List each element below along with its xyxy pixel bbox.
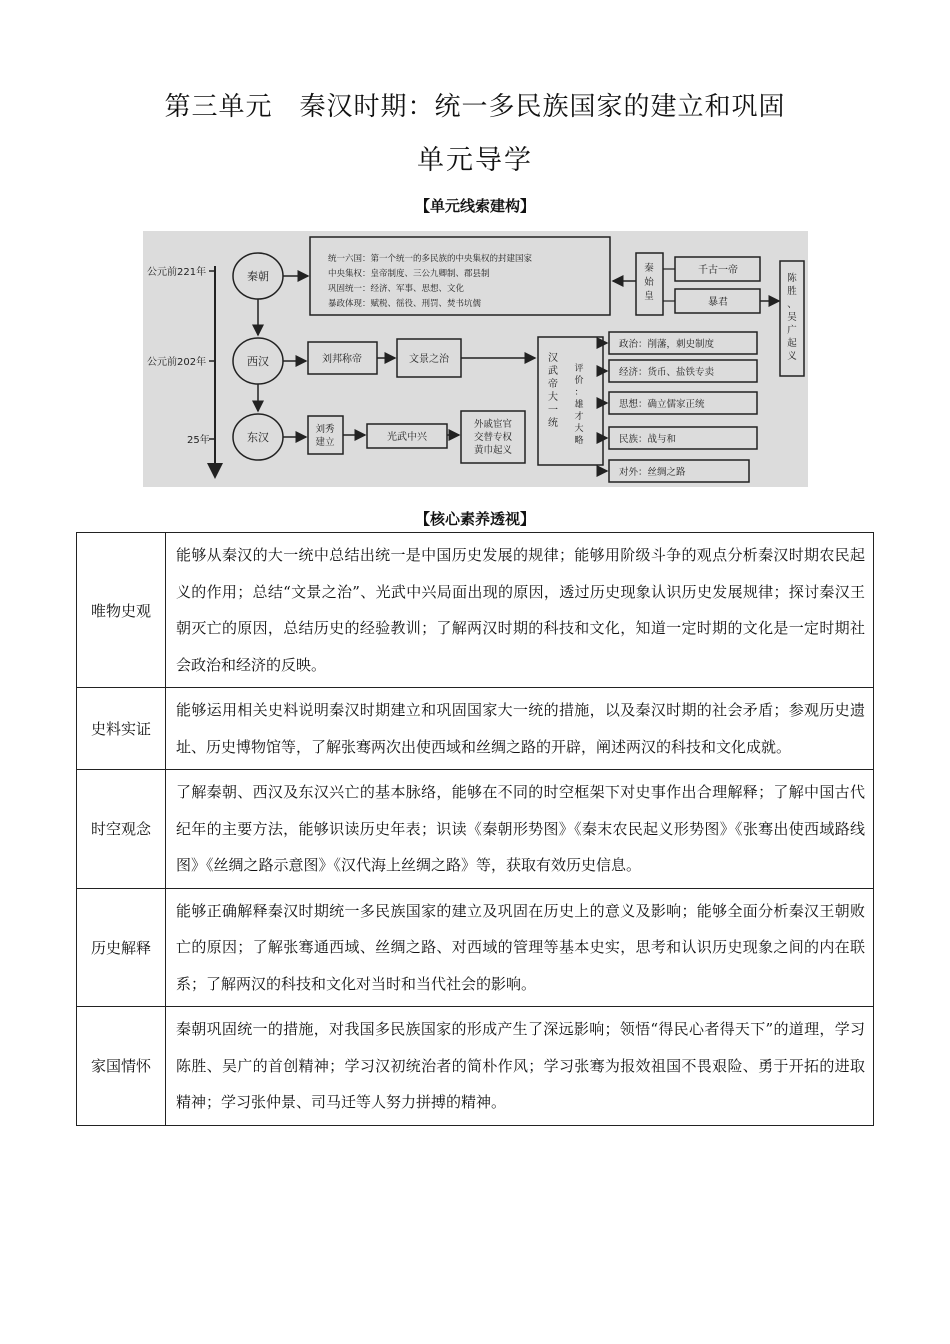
donghan-box-1 (308, 416, 343, 454)
wudi-items (603, 332, 757, 482)
xihan-label-1: 刘邦称帝 (322, 354, 362, 365)
row-key: 历史解释 (77, 888, 166, 1007)
timeline-label-3: 25年 (187, 435, 210, 446)
row-text: 能够运用相关史料说明秦汉时期建立和巩固国家大一统的措施，以及秦汉时期的社会矛盾；参观历史遗址、历史博物馆等，了解张骞两次出使西域和丝绸之路的开辟，阐述两汉的科技和文化成就。 (166, 688, 874, 770)
table-row (77, 533, 874, 688)
dynasty-label-donghan: 东汉 (247, 431, 269, 444)
row-text: 能够从秦汉的大一统中总结出统一是中国历史发展的规律；能够用阶级斗争的观点分析秦汉时期农民起义的作用；总结“文景之治”、光武中兴局面出现的原因，透过历史现象认识历史发展规律；探讨秦汉王朝灭亡的原因，总结历史的经验教训；了解两汉时期的科技和文化，知道一定时期的文化是一定时期社会政治和经济的反映。 (166, 533, 874, 688)
wudi-item-label: 思想：确立儒家正统 (619, 399, 705, 410)
qin-line-3: 巩固统一：经济、军事、思想、文化 (328, 284, 465, 294)
dynasty-label-qin: 秦朝 (247, 270, 269, 283)
table-row (77, 1007, 874, 1126)
wudi-label: 汉武帝大一统 (548, 353, 558, 429)
timeline-label-2: 公元前202年 (147, 357, 207, 368)
eval-label-2: 暴君 (708, 297, 728, 308)
qin-emperor-label: 秦始皇 (644, 263, 654, 302)
wudi-item-label: 经济：货币、盐铁专卖 (619, 367, 715, 378)
dynasty-label-xihan: 西汉 (247, 355, 269, 368)
core-literacy-table (76, 532, 874, 1126)
donghan-label-2: 光武中兴 (387, 432, 427, 443)
uprising-label: 陈胜、吴广起义 (787, 273, 797, 362)
eval-label-1: 千古一帝 (698, 265, 738, 276)
donghan-label-3: 外戚宦官交替专权黄巾起义 (473, 419, 513, 456)
section-label-core: 【核心素养透视】 (414, 510, 535, 528)
wudi-eval-label: 评价：雄才大略 (574, 364, 584, 446)
row-text: 能够正确解释秦汉时期统一多民族国家的建立及巩固在历史上的意义及影响；能够全面分析秦汉王朝败亡的原因；了解张骞通西域、丝绸之路、对西域的管理等基本史实，思考和认识历史现象之间的内在联系；了解两汉的科技和文化对当时和当代社会的影响。 (166, 888, 874, 1007)
row-key: 史料实证 (77, 688, 166, 770)
timeline-label-1: 公元前221年 (147, 267, 207, 278)
row-text: 了解秦朝、西汉及东汉兴亡的基本脉络，能够在不同的时空框架下对史事作出合理解释；了解中国古代纪年的主要方法，能够识读历史年表；识读《秦朝形势图》《秦末农民起义形势图》《张骞出使西域路线图》《丝绸之路示意图》《汉代海上丝绸之路》等，获取有效历史信息。 (166, 770, 874, 889)
unit-clue-diagram (143, 231, 808, 487)
row-key: 唯物史观 (77, 533, 166, 688)
wudi-item-label: 对外：丝绸之路 (619, 467, 686, 478)
wudi-item-label: 政治：削藩，刺史制度 (619, 339, 715, 350)
qin-line-4: 暴政体现：赋税、徭役、刑罚、焚书坑儒 (328, 299, 482, 309)
page-title: 第三单元 秦汉时期：统一多民族国家的建立和巩固 (164, 92, 786, 122)
table-row (77, 770, 874, 889)
table-row (77, 888, 874, 1007)
row-text: 秦朝巩固统一的措施，对我国多民族国家的形成产生了深远影响；领悟“得民心者得天下”的道理，学习陈胜、吴广的首创精神；学习汉初统治者的简朴作风；学习张骞为报效祖国不畏艰险、勇于开拓的进取精神；学习张仲景、司马迁等人努力拼搏的精神。 (166, 1007, 874, 1126)
row-key: 时空观念 (77, 770, 166, 889)
wudi-item-label: 民族：战与和 (619, 434, 677, 445)
row-key: 家国情怀 (77, 1007, 166, 1126)
page-subtitle: 单元导学 (417, 145, 533, 176)
xihan-label-2: 文景之治 (409, 354, 449, 365)
section-label-clue: 【单元线索建构】 (414, 197, 535, 215)
qin-line-2: 中央集权：皇帝制度、三公九卿制、郡县制 (328, 269, 490, 279)
donghan-label-1: 刘秀建立 (315, 424, 335, 448)
qin-line-1: 统一六国：第一个统一的多民族的中央集权的封建国家 (328, 254, 533, 264)
table-row (77, 688, 874, 770)
